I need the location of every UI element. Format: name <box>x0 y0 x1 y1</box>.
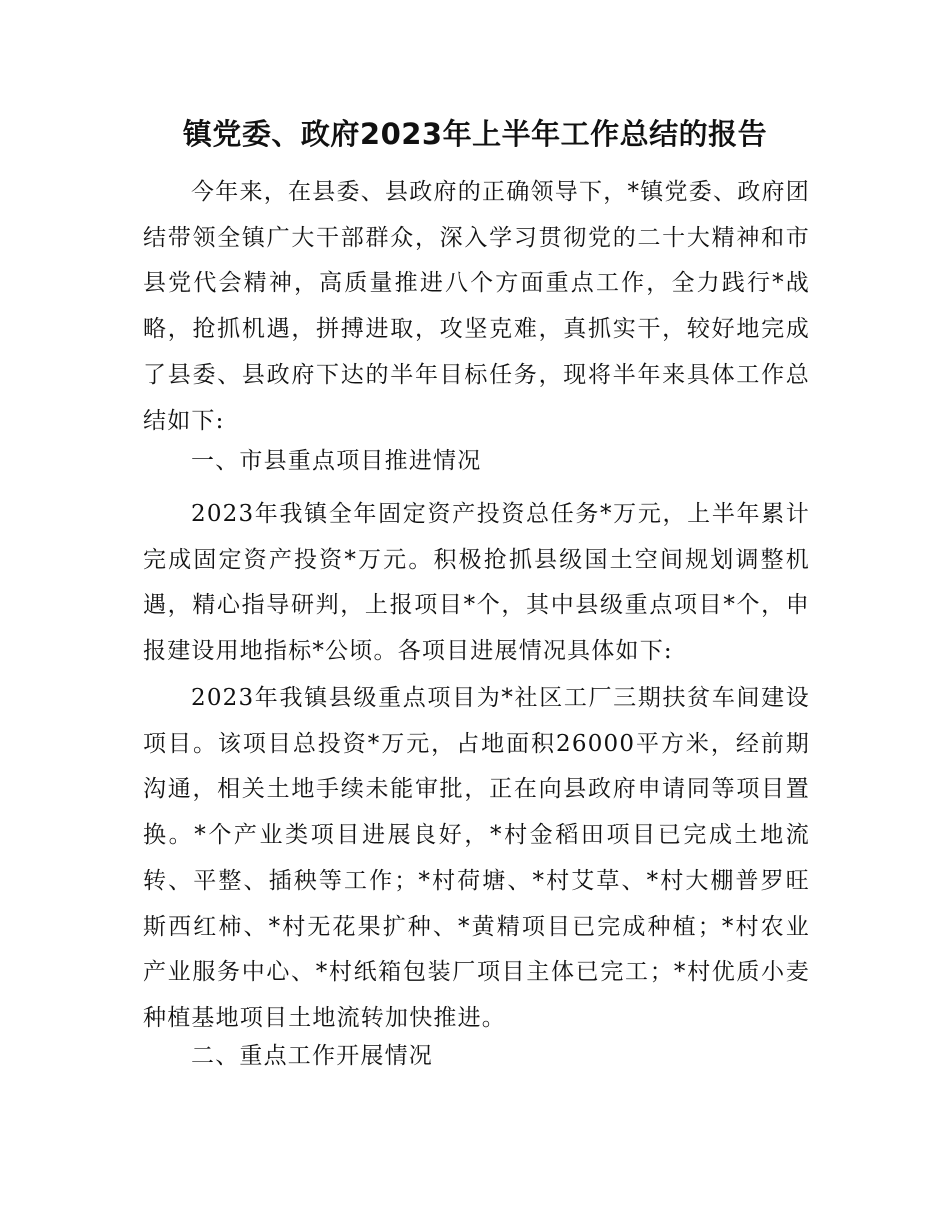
section1-paragraph-2: 2023年我镇县级重点项目为*社区工厂三期扶贫车间建设项目。该项目总投资*万元，占地面积26000平方米，经前期沟通，相关土地手续未能审批，正在向县政府申请同等项目置换。*个产业类项目进展良好，*村金稻田项目已完成土地流转、平整、插秧等工作；*村荷塘、*村艾草、*村大棚普罗旺斯西红柿、*村无花果扩种、*黄精项目已完成种植；*村农业产业服务中心、*村纸箱包装厂项目主体已完工；*村优质小麦种植基地项目土地流转加快推进。 <box>143 685 810 1031</box>
section-heading-1: 一、市县重点项目推进情况 <box>191 448 482 474</box>
intro-paragraph: 今年来，在县委、县政府的正确领导下，*镇党委、政府团结带领全镇广大干部群众，深入学习贯彻党的二十大精神和市县党代会精神，高质量推进八个方面重点工作，全力践行*战略，抢抓机遇，拼搏进取，攻坚克难，真抓实干，较好地完成了县委、县政府下达的半年目标任务，现将半年来具体工作总结如下: <box>143 179 810 434</box>
section1-paragraph-1: 2023年我镇全年固定资产投资总任务*万元，上半年累计完成固定资产投资*万元。积极抢抓县级国土空间规划调整机遇，精心指导研判，上报项目*个，其中县级重点项目*个，申报建设用地指标*公顷。各项目进展情况具体如下: <box>143 501 810 665</box>
section-heading-2: 二、重点工作开展情况 <box>191 1043 433 1069</box>
document-title: 镇党委、政府2023年上半年工作总结的报告 <box>182 117 768 151</box>
